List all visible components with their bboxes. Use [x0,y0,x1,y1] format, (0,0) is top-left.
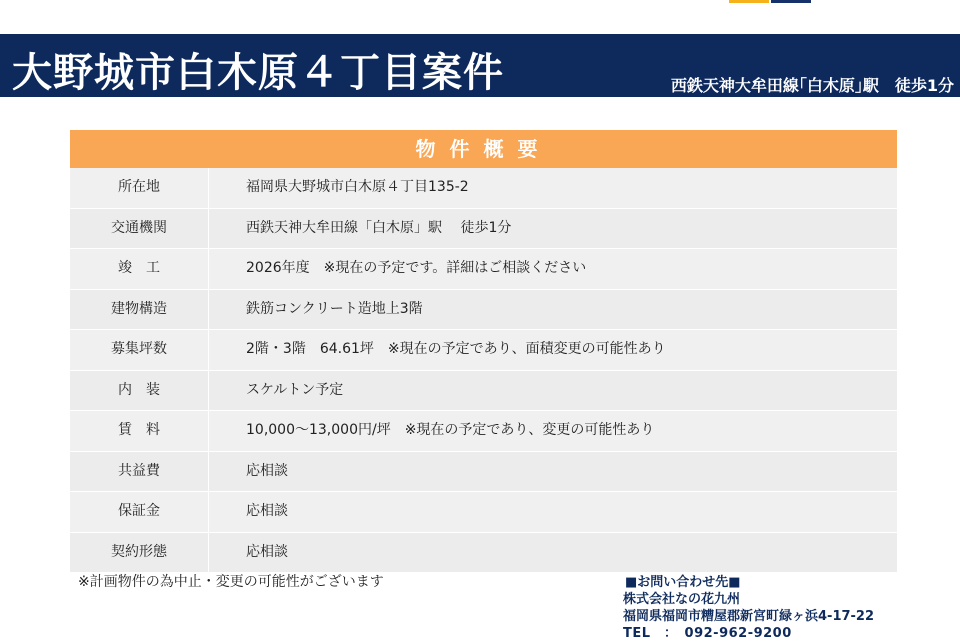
page-title: 大野城市白木原４丁目案件 [12,50,504,96]
table-row [70,330,897,371]
table-body [70,168,897,573]
table-row [70,492,897,533]
logo-bar-navy [771,0,811,3]
contact-tel: TEL ： 092-962-9200 [623,626,792,641]
contact-block [623,574,874,642]
row-label: 保証金 [70,492,209,532]
logo-bars [729,0,811,3]
row-label: 契約形態 [70,533,209,573]
logo-bar-yellow [729,0,769,3]
row-value: 西鉄天神大牟田線「白木原」駅 徒歩1分 [246,219,512,236]
row-label: 所在地 [70,168,209,208]
table-row [70,452,897,493]
row-value: 福岡県大野城市白木原４丁目135-2 [246,179,469,195]
table-heading: 物件概要 [70,130,897,168]
property-overview-table [70,130,897,573]
row-value: 2026年度 ※現在の予定です。詳細はご相談ください [246,260,587,276]
row-label: 竣 工 [70,249,209,289]
table-row [70,533,897,574]
row-value: 応相談 [246,503,288,519]
table-row [70,168,897,209]
table-row [70,290,897,331]
table-row [70,411,897,452]
table-row [70,371,897,412]
disclaimer-note: ※計画物件の為中止・変更の可能性がございます [78,574,384,590]
station-access: 西鉄天神大牟田線｢白木原｣駅 徒歩1分 [670,76,954,95]
row-label: 交通機関 [70,209,209,249]
row-value: 10,000～13,000円/坪 ※現在の予定であり、変更の可能性あり [246,422,655,438]
row-label: 内 装 [70,371,209,411]
row-label: 建物構造 [70,290,209,330]
row-value: 2階・3階 64.61坪 ※現在の予定であり、面積変更の可能性あり [246,341,666,357]
row-value: 応相談 [246,462,288,479]
row-value: スケルトン予定 [246,381,344,398]
title-banner [0,34,960,97]
contact-company: 株式会社なの花九州 [623,592,741,607]
row-value: 鉄筋コンクリート造地上3階 [246,300,423,317]
contact-heading: ■お問い合わせ先■ [625,575,741,590]
row-label: 募集坪数 [70,330,209,370]
table-row [70,249,897,290]
row-label: 賃 料 [70,411,209,451]
contact-address: 福岡県福岡市糟屋郡新宮町緑ヶ浜4-17-22 [623,609,875,624]
row-label: 共益費 [70,452,209,492]
row-value: 応相談 [246,543,288,560]
table-row [70,209,897,250]
